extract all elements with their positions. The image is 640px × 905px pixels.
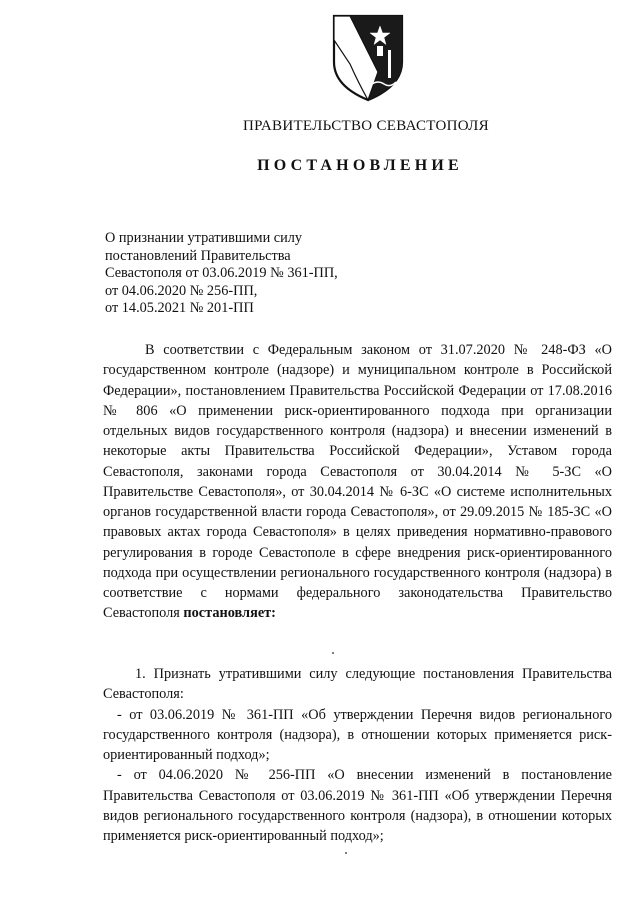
- scan-speck: [345, 852, 347, 854]
- decree-word: постановляет:: [183, 605, 276, 622]
- document-type-title: ПОСТАНОВЛЕНИЕ: [257, 157, 463, 174]
- item-1-heading: 1. Признать утратившими силу следующие постановления Правительства Севастополя:: [103, 666, 612, 703]
- sevastopol-coat-of-arms-icon: [328, 12, 408, 104]
- subject-line: постановлений Правительства: [105, 247, 291, 264]
- subject-line: от 04.06.2020 № 256-ПП,: [105, 282, 258, 299]
- preamble: [103, 340, 612, 624]
- subject-line: Севастополя от 03.06.2019 № 361-ПП,: [105, 265, 338, 281]
- subject-line: от 14.05.2021 № 201-ПП: [105, 300, 254, 316]
- preamble-text: В соответствии с Федеральным законом от 31.07.2020 № 248-ФЗ «О государственном контроле (надзоре) и муниципальном контроле в Российской Федерации», постановлением Правительства Российской Федерации от 17.08.2016 № 806 «О применении риск-ориентированного подхода при организации отдельных видов государственного контроля (надзора) и внесении изменений в некоторые акты Правительства Российской Федерации», Уставом города Севастополя, законами города Севастополя от 30.04.2014 № 5-ЗС «О Правительстве Севастополя», от 30.04.2014 № 6-ЗС «О системе исполнительных органов государственной власти города Севастополя», от 29.09.2015 № 185-ЗС «О правовых актах города Севастополя» в целях приведения нормативно-правового регулирования в городе Севастополе в сфере внедрения риск-ориентированного подхода при осуществлении регионального государственного контроля (надзора) в соответствие с нормами федерального законодательства Правительство Севастополя: [103, 342, 612, 622]
- repealed-decree-item: - от 03.06.2019 № 361-ПП «Об утверждении Перечня видов регионального государственного контроля (надзора), в отношении которых применяется риск-ориентированный подход»;: [103, 706, 612, 763]
- preamble-paragraph: [103, 340, 612, 624]
- document-subject: [105, 230, 425, 318]
- government-title: ПРАВИТЕЛЬСТВО СЕВАСТОПОЛЯ: [243, 118, 489, 134]
- repealed-decree-item: - от 04.06.2020 № 256-ПП «О внесении изменений в постановление Правительства Севастополя от 03.06.2019 № 361-ПП «Об утверждении Перечня видов регионального государственного контроля (надзора), в отношении которых применяется риск-ориентированный подход»;: [103, 767, 612, 844]
- subject-line: О признании утратившими силу: [105, 230, 303, 246]
- decree-items: [103, 664, 612, 846]
- scan-speck: [332, 652, 334, 654]
